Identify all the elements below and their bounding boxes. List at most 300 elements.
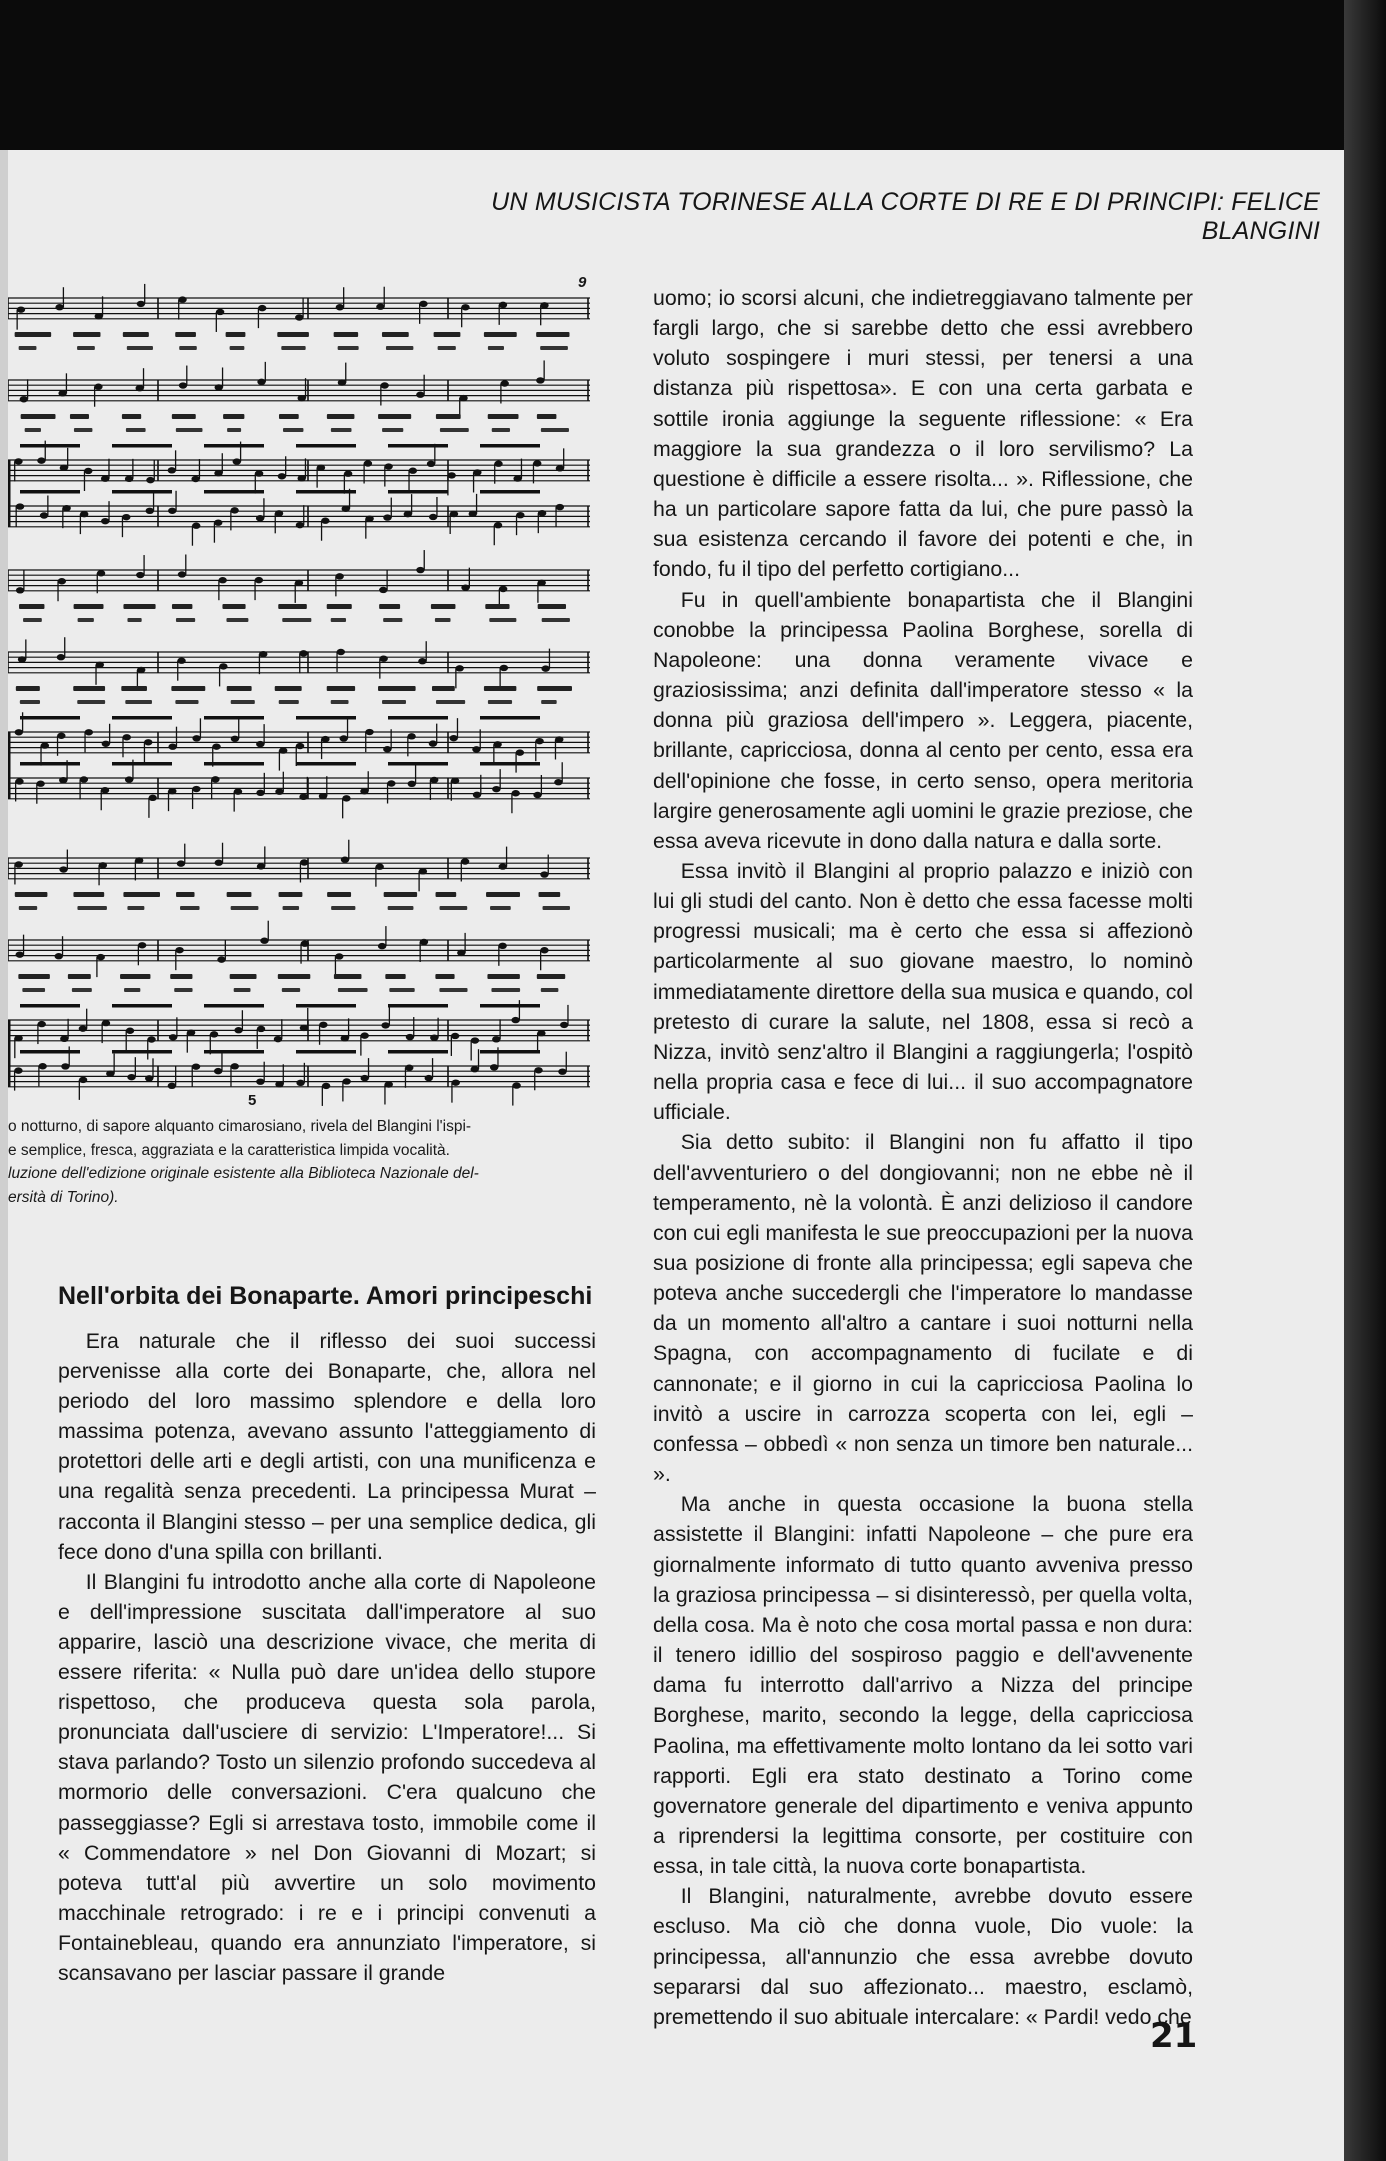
note-head <box>419 868 427 874</box>
lyric-syllable <box>73 686 105 691</box>
lyric-syllable <box>484 332 517 337</box>
note-head <box>147 1036 155 1042</box>
lyric-syllable <box>384 892 417 897</box>
note-head <box>449 735 457 741</box>
note-head <box>192 523 200 529</box>
lyric-syllable <box>385 974 405 979</box>
lyric-syllable <box>230 974 257 979</box>
note-head <box>16 503 24 509</box>
lyric-syllable <box>73 332 100 337</box>
lyric-syllable <box>491 988 520 992</box>
note-head <box>554 779 562 785</box>
lyric-syllable <box>378 686 416 691</box>
lyric-syllable <box>436 414 461 419</box>
lyric-syllable <box>68 974 91 979</box>
lyric-syllable <box>327 686 355 691</box>
note-head <box>555 736 563 742</box>
note-head <box>57 733 65 739</box>
note-beam <box>204 490 264 494</box>
lyric-syllable <box>122 414 141 419</box>
note-head <box>319 793 327 799</box>
lyric-syllable <box>234 988 251 992</box>
note-head <box>136 385 144 391</box>
note-head <box>177 860 185 866</box>
note-head <box>259 651 267 657</box>
lyric-syllable <box>439 988 467 992</box>
lyric-syllable <box>127 346 153 350</box>
note-head <box>380 382 388 388</box>
note-head <box>490 1064 498 1070</box>
note-beam <box>204 762 264 766</box>
note-head <box>418 658 426 664</box>
music-score-image <box>8 270 590 1108</box>
lyric-syllable <box>488 346 504 350</box>
note-beam <box>480 490 540 494</box>
note-head <box>168 508 176 514</box>
note-head <box>278 473 286 479</box>
left-column-text <box>58 1326 596 1988</box>
note-head <box>319 1022 327 1028</box>
music-score-figure <box>8 270 590 1108</box>
note-head <box>536 377 544 383</box>
lyric-syllable <box>541 700 557 704</box>
note-head <box>342 795 350 801</box>
lyric-syllable <box>180 906 200 910</box>
lyric-syllable <box>432 686 455 691</box>
lyric-syllable <box>279 700 299 704</box>
right-paragraph-5: Ma anche in questa occasione la buona stella assistette il Blangini: infatti Napoleone – che pure era giornalmente informato di tutto quanto avveniva presso la graziosa principessa – si disinteressò, per quella volta, della cosa. Ma è noto che cosa mortal passa e non dura: il tenero idillio del sospiroso paggio e dell'avvenente dama fu interrotto dall'arrivo a Nizza del principe Borghese, marito, secondo la legge, della capricciosa Paolina, ma effettivamente molto lontano da lei sotto vari rapporti. Egli era stato destinato a Torino come governatore generale del dipartimento e veniva appunto a riprendersi la legittima consorte, per costituire con essa, in tale città, la nuova corte bonapartista. <box>653 1492 1193 1879</box>
note-head <box>344 471 352 477</box>
note-head <box>178 571 186 577</box>
lyric-syllable <box>327 892 351 897</box>
lyric-syllable <box>123 332 149 337</box>
lyric-syllable <box>15 892 48 897</box>
note-beam <box>20 1004 80 1008</box>
lyric-syllable <box>18 974 50 979</box>
note-head <box>360 1032 368 1038</box>
note-head <box>513 475 521 481</box>
left-paragraph-1: Era naturale che il riflesso dei suoi successi pervenisse alla corte dei Bonaparte, che, allora nel periodo del loro massimo splendore e della loro massima potenza, avevano assunto l'atteggiamento di protettori delle arti e degli artisti, con una munificenza e una regalità senza precedenti. La principessa Murat – racconta il Blangini stesso – per una semplice dedica, gli fece dono d'una spilla con brillanti. <box>58 1329 596 1564</box>
lyric-syllable <box>174 988 192 992</box>
note-head <box>540 302 548 308</box>
lyric-syllable <box>19 906 37 910</box>
note-head <box>322 1083 330 1089</box>
lyric-syllable <box>382 428 403 432</box>
note-head <box>451 1033 459 1039</box>
note-head <box>499 863 507 869</box>
note-beam <box>480 1004 540 1008</box>
note-beam <box>20 444 80 448</box>
section-title: Nell'orbita dei Bonaparte. Amori principeschi <box>58 1282 593 1310</box>
note-head <box>214 470 222 476</box>
note-head <box>125 476 133 482</box>
note-head <box>365 515 373 521</box>
note-head <box>258 305 266 311</box>
note-head <box>41 742 49 748</box>
note-head <box>406 1034 414 1040</box>
lyric-syllable <box>378 414 411 419</box>
note-beam <box>480 444 540 448</box>
note-head <box>494 461 502 467</box>
lyric-syllable <box>490 906 511 910</box>
caption-line-3: luzione dell'edizione originale esistente alla Biblioteca Nazionale del- <box>8 1165 479 1182</box>
note-beam <box>112 762 172 766</box>
note-head <box>191 476 199 482</box>
note-head <box>217 956 225 962</box>
lyric-syllable <box>74 604 104 609</box>
note-head <box>469 511 477 517</box>
note-head <box>430 1034 438 1040</box>
lyric-syllable <box>124 988 140 992</box>
lyric-syllable <box>486 892 520 897</box>
note-head <box>494 522 502 528</box>
note-head <box>231 1063 239 1069</box>
note-head <box>364 460 372 466</box>
lyric-syllable <box>70 414 89 419</box>
note-head <box>36 781 44 787</box>
lyric-syllable <box>176 428 203 432</box>
lyric-syllable <box>172 414 196 419</box>
note-head <box>341 1035 349 1041</box>
lyric-syllable <box>282 618 311 622</box>
lyric-syllable <box>279 892 303 897</box>
note-head <box>256 741 264 747</box>
note-head <box>459 395 467 401</box>
lyric-syllable <box>436 700 465 704</box>
lyric-syllable <box>281 346 305 350</box>
note-head <box>179 382 187 388</box>
note-head <box>149 795 157 801</box>
note-beam <box>296 1004 356 1008</box>
lyric-syllable <box>277 332 309 337</box>
note-head <box>375 864 383 870</box>
note-head <box>365 729 373 735</box>
note-head <box>127 1074 135 1080</box>
lyric-syllable <box>541 988 559 992</box>
lyric-syllable <box>72 988 92 992</box>
note-head <box>335 953 343 959</box>
note-head <box>95 313 103 319</box>
note-head <box>178 296 186 302</box>
lyric-syllable <box>222 604 245 609</box>
lyric-syllable <box>536 332 569 337</box>
note-head <box>38 1021 46 1027</box>
lyric-syllable <box>331 428 352 432</box>
lyric-syllable <box>382 332 409 337</box>
lyric-syllable <box>123 892 160 897</box>
note-head <box>257 863 265 869</box>
lyric-syllable <box>123 604 155 609</box>
lyric-syllable <box>175 700 198 704</box>
lyric-syllable <box>488 700 512 704</box>
note-head <box>471 1037 479 1043</box>
note-head <box>17 306 25 312</box>
note-beam <box>112 444 172 448</box>
lyric-syllable <box>278 604 307 609</box>
note-head <box>59 866 67 872</box>
right-paragraph-2: Fu in quell'ambiente bonapartista che il Blangini conobbe la principessa Paolina Borghese, sorella di Napoleone: una donna veramente vivace e graziosissima; anzi definita dall'imperatore stesso « la donna più graziosa dell'impero ». Leggera, piacente, brillante, capricciosa, donna al cento per cento, essa era dell'opinione che fosse, in certo senso, opera meritoria largire generosamente agli uomini le grazie preziose, che essa aveva ricevute in dono dalla natura e dalla sorte. <box>653 587 1193 853</box>
left-paragraph-2: Il Blangini fu introdotto anche alla corte di Napoleone e dell'impressione suscitata dall'imperatore al suo apparire, lasciò una descrizione vivace, che merita di essere riferita: « Nulla può dare un'idea dello stupore rispettoso, che produceva questa sola parola, pronunciata dall'usciere di servizio: L'Imperatore!... Si stava parlando? Tosto un silenzio profondo succedeva al mormorio delle conversazioni. C'era qualcuno che passeggiasse? Egli si arrestava tosto, immobile come il « Commendatore » nel Don Giovanni di Mozart; si poteva tutt'al più avvertire un solo movimento macchinale retrogrado: i re e i principi convenuti a Fontainebleau, quando era annunziato l'imperatore, si scansavano per lasciar passare il grande <box>58 1569 596 1985</box>
lyric-syllable <box>125 700 152 704</box>
note-head <box>37 457 45 463</box>
lyric-syllable <box>279 414 299 419</box>
lyric-syllable <box>334 974 362 979</box>
caption-line-4: ersità di Torino). <box>8 1188 119 1206</box>
note-head <box>214 1068 222 1074</box>
note-head <box>15 861 23 867</box>
note-head <box>146 508 154 514</box>
note-head <box>535 738 543 744</box>
note-beam <box>296 490 356 494</box>
note-head <box>101 518 109 524</box>
note-head <box>387 780 395 786</box>
lyric-syllable <box>176 618 195 622</box>
note-head <box>538 510 546 516</box>
note-head <box>425 1075 433 1081</box>
note-head <box>427 461 435 467</box>
note-head <box>379 655 387 661</box>
note-head <box>62 505 70 511</box>
note-head <box>274 1036 282 1042</box>
note-head <box>499 302 507 308</box>
note-head <box>275 1081 283 1087</box>
lyric-syllable <box>19 346 37 350</box>
lyric-syllable <box>77 700 105 704</box>
note-head <box>233 458 241 464</box>
lyric-syllable <box>176 892 194 897</box>
note-head <box>175 947 183 953</box>
lyric-syllable <box>127 906 144 910</box>
note-beam <box>388 762 448 766</box>
note-head <box>257 1026 265 1032</box>
lyric-syllable <box>539 892 561 897</box>
note-head <box>145 1075 153 1081</box>
note-head <box>516 512 524 518</box>
note-beam <box>296 1050 356 1054</box>
lyric-syllable <box>435 618 451 622</box>
note-head <box>500 665 508 671</box>
note-head <box>296 522 304 528</box>
note-head <box>297 475 305 481</box>
lyric-syllable <box>389 988 414 992</box>
note-head <box>94 384 102 390</box>
note-head <box>533 792 541 798</box>
lyric-syllable <box>231 906 259 910</box>
caption-line-2: e semplice, fresca, aggraziata e la caratteristica limpida vocalità. <box>8 1141 450 1159</box>
lyric-syllable <box>73 892 104 897</box>
note-head <box>215 860 223 866</box>
note-head <box>38 1063 46 1069</box>
note-head <box>321 518 329 524</box>
note-head <box>14 458 22 464</box>
note-head <box>80 776 88 782</box>
lyric-syllable <box>231 700 255 704</box>
figure-caption <box>8 1115 590 1209</box>
note-head <box>126 1028 134 1034</box>
lyric-syllable <box>434 332 461 337</box>
lyric-syllable <box>541 428 569 432</box>
note-head <box>219 663 227 669</box>
note-head <box>122 514 130 520</box>
note-head <box>101 787 109 793</box>
lyric-syllable <box>492 428 510 432</box>
lyric-syllable <box>283 906 299 910</box>
lyric-syllable <box>121 686 147 691</box>
note-head <box>296 743 304 749</box>
note-head <box>429 514 437 520</box>
note-beam <box>388 716 448 720</box>
note-head <box>408 781 416 787</box>
lyric-syllable <box>331 700 349 704</box>
lyric-syllable <box>227 892 252 897</box>
lyric-syllable <box>230 346 245 350</box>
lyric-syllable <box>179 346 197 350</box>
note-head <box>471 1066 479 1072</box>
note-head <box>512 1082 520 1088</box>
note-beam <box>204 1004 264 1008</box>
note-head <box>214 519 222 525</box>
note-head <box>407 733 415 739</box>
note-head <box>256 515 264 521</box>
note-head <box>96 662 104 668</box>
note-head <box>102 741 110 747</box>
note-head <box>211 776 219 782</box>
lyric-syllable <box>537 686 572 691</box>
note-beam <box>480 762 540 766</box>
note-beam <box>112 1050 172 1054</box>
measure-number-bottom: 5 <box>248 1092 257 1109</box>
note-head <box>15 778 23 784</box>
right-paragraph-1: uomo; io scorsi alcuni, che indietreggiavano talmente per fargli largo, che si sarebbe detto che essi avrebbero voluto sospingere i muri stessi, per tenersi a una distanza più rispettosa». E con una certa garbata e sottile ironia aggiunge la seguente riflessione: « Era maggiore la sua grandezza o il loro servilismo? La questione è difficile a essere risolta... ». Riflessione, che ha un particolare sapore fatta da lui, che pure passò la sua esistenza cercando il favore dei potenti e che, in fondo, fu il tipo del perfetto cortigiano... <box>653 286 1193 582</box>
lyric-syllable <box>226 618 248 622</box>
note-head <box>58 578 66 584</box>
note-head <box>231 736 239 742</box>
note-beam <box>112 1004 172 1008</box>
note-head <box>416 567 424 573</box>
note-head <box>337 649 345 655</box>
note-head <box>516 749 524 755</box>
lyric-syllable <box>171 686 205 691</box>
note-head <box>101 475 109 481</box>
lyric-syllable <box>537 414 557 419</box>
lyric-syllable <box>16 686 40 691</box>
note-head <box>556 465 564 471</box>
note-head <box>533 460 541 466</box>
note-head <box>473 469 481 475</box>
lyric-syllable <box>21 414 56 419</box>
note-beam <box>20 716 80 720</box>
lyric-syllable <box>436 892 457 897</box>
note-head <box>168 788 176 794</box>
note-head <box>84 468 92 474</box>
note-head <box>192 1063 200 1069</box>
note-head <box>383 514 391 520</box>
note-head <box>295 314 303 320</box>
note-head <box>340 735 348 741</box>
note-head <box>14 1035 22 1041</box>
note-head <box>298 395 306 401</box>
note-head <box>534 1067 542 1073</box>
note-head <box>299 650 307 656</box>
note-head <box>473 792 481 798</box>
lyric-syllable <box>77 906 106 910</box>
note-beam <box>296 444 356 448</box>
note-head <box>457 950 465 956</box>
note-head <box>498 943 506 949</box>
right-column-text <box>653 283 1193 2032</box>
lyric-syllable <box>227 428 241 432</box>
lyric-syllable <box>484 686 516 691</box>
note-head <box>20 396 28 402</box>
lyric-syllable <box>327 604 352 609</box>
note-beam <box>112 716 172 720</box>
lyric-syllable <box>22 988 45 992</box>
note-head <box>472 746 480 752</box>
right-paragraph-4: Sia detto subito: il Blangini non fu affatto il tipo dell'avventuriero o del dongiovanni; non ne ebbe nè il temperamento, nè la volontà. È anzi delizioso il candore con cui egli manifesta le sue preoccupazioni per la nuova sua posizione di fronte alla principessa; egli sapeva che poteva anche succedergli che l'imperatore lo mandasse da un momento all'altro a cantare i suoi notturni nella Spagna, con accompagnamento di fucilate e di cannonate; e il giorno in cui la capricciosa Paolina lo invitò a uscire in carrozza scoperta con lei, egli – confessa – obbedì « non senza un timore ben naturale... ». <box>653 1130 1193 1487</box>
note-head <box>257 379 265 385</box>
note-head <box>187 1029 195 1035</box>
note-head <box>275 510 283 516</box>
lyric-syllable <box>15 332 52 337</box>
note-head <box>451 778 459 784</box>
lyric-syllable <box>282 988 300 992</box>
note-head <box>500 380 508 386</box>
note-head <box>300 1025 308 1031</box>
note-head <box>168 467 176 473</box>
note-head <box>212 743 220 749</box>
running-title: UN MUSICISTA TORINESE ALLA CORTE DI RE E DI PRINCIPI: FELICE BLANGINI <box>491 188 1320 245</box>
note-head <box>102 1020 110 1026</box>
note-beam <box>204 1050 264 1054</box>
note-head <box>541 665 549 671</box>
note-head <box>216 309 224 315</box>
note-head <box>218 577 226 583</box>
lyric-syllable <box>227 686 252 691</box>
note-head <box>136 572 144 578</box>
note-beam <box>20 762 80 766</box>
note-head <box>230 507 238 513</box>
lyric-syllable <box>440 428 469 432</box>
note-head <box>361 1075 369 1081</box>
lyric-syllable <box>77 346 95 350</box>
note-beam <box>204 716 264 720</box>
note-head <box>430 777 438 783</box>
note-head <box>234 788 242 794</box>
note-head <box>493 741 501 747</box>
lyric-syllable <box>127 618 141 622</box>
note-head <box>146 477 154 483</box>
lyric-syllable <box>338 988 368 992</box>
note-head <box>97 954 105 960</box>
lyric-syllable <box>435 974 454 979</box>
note-head <box>416 392 424 398</box>
lyric-syllable <box>126 428 146 432</box>
note-head <box>499 586 507 592</box>
lyric-syllable <box>172 604 192 609</box>
note-head <box>168 743 176 749</box>
note-head <box>409 468 417 474</box>
lyric-syllable <box>379 604 400 609</box>
note-head <box>560 1022 568 1028</box>
lyric-syllable <box>485 604 509 609</box>
note-head <box>16 951 24 957</box>
lyric-syllable <box>487 974 519 979</box>
note-head <box>138 942 146 948</box>
note-head <box>384 463 392 469</box>
note-head <box>461 584 469 590</box>
note-head <box>58 390 66 396</box>
note-head <box>420 939 428 945</box>
